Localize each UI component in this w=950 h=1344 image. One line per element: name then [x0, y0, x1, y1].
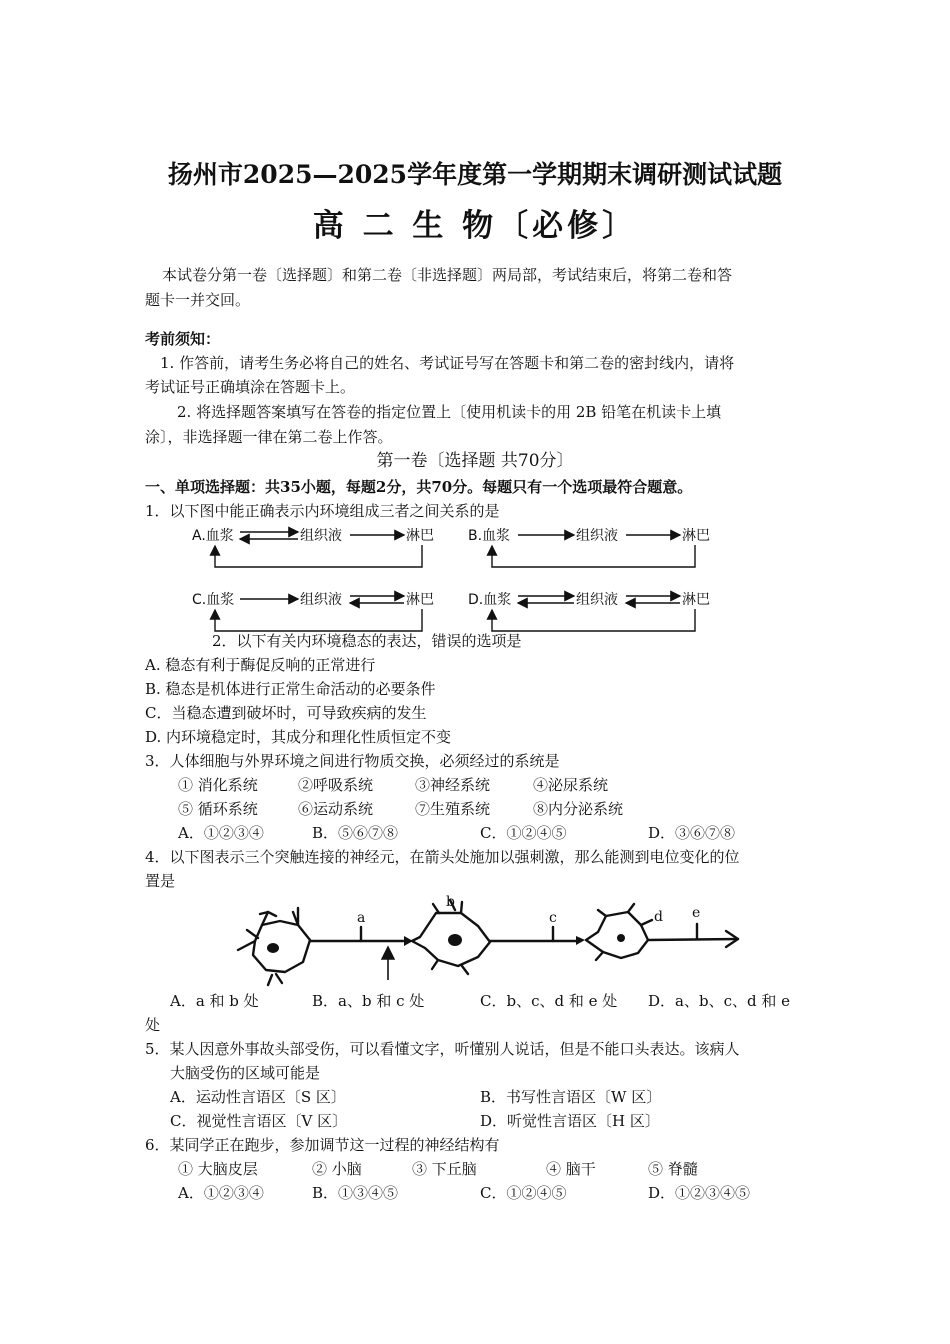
- q5-option-d: D．听觉性言语区〔H 区〕: [480, 1112, 660, 1130]
- q5-stem-2: 大脑受伤的区域可能是: [170, 1064, 321, 1082]
- exam-title: 扬州市2025—2025学年度第一学期期末调研测试试题: [167, 160, 783, 189]
- q2-option-a: A. 稳态有利于酶促反响的正常进行: [145, 656, 376, 674]
- q3-option-b: B．⑤⑥⑦⑧: [312, 824, 399, 842]
- q4-option-b: B．a、b 和 c 处: [312, 992, 425, 1010]
- q3-item-8: ⑧内分泌系统: [533, 800, 624, 818]
- exam-subtitle: 高 二 生 物〔必修〕: [312, 208, 638, 244]
- q3-option-c: C．①②④⑤: [480, 824, 567, 842]
- intro-line-1: 本试卷分第一卷〔选择题〕和第二卷〔非选择题〕两局部，考试结束后，将第二卷和答: [162, 266, 733, 284]
- q4-option-d: D．a、b、c、d 和 e: [648, 992, 790, 1010]
- q6-item-2: ② 小脑: [312, 1160, 362, 1178]
- q3-item-6: ⑥运动系统: [298, 800, 374, 818]
- notice-line-1: 1. 作答前，请考生务必将自己的姓名、考试证号写在答题卡和第二卷的密封线内，请将: [160, 354, 735, 372]
- q4-stem-2: 置是: [145, 872, 176, 890]
- q4-option-c: C．b、c、d 和 e 处: [480, 992, 618, 1010]
- q5-option-a: A．运动性言语区〔S 区〕: [170, 1088, 346, 1106]
- q6-item-3: ③ 下丘脑: [412, 1160, 477, 1178]
- q2-stem: 2．以下有关内环境稳态的表达，错误的选项是: [212, 632, 522, 650]
- q6-stem: 6．某同学正在跑步，参加调节这一过程的神经结构有: [145, 1136, 500, 1154]
- notice-line-2: 考试证号正确填涂在答题卡上。: [145, 378, 356, 396]
- neuron-label-a: a: [357, 910, 366, 926]
- diagram-c-tissue: 组织液: [300, 592, 342, 608]
- q3-item-5: ⑤ 循环系统: [178, 800, 258, 818]
- q2-option-d: D. 内环境稳定时，其成分和理化性质恒定不变: [145, 728, 452, 746]
- q5-option-c: C．视觉性言语区〔V 区〕: [170, 1112, 348, 1130]
- q6-item-5: ⑤ 脊髓: [648, 1160, 698, 1178]
- notice-line-3: 2. 将选择题答案填写在答卷的指定位置上〔使用机读卡的用 2B 铅笔在机读卡上填: [177, 403, 722, 421]
- neuron-label-b: b: [446, 894, 455, 910]
- q6-option-a: A．①②③④: [178, 1184, 264, 1202]
- diagram-a-tissue: 组织液: [300, 528, 342, 544]
- q2-option-c: C．当稳态遭到破坏时，可导致疾病的发生: [145, 704, 427, 722]
- q6-option-c: C．①②④⑤: [480, 1184, 567, 1202]
- q4-option-a: A．a 和 b 处: [170, 992, 259, 1010]
- notice-heading: 考前须知：: [145, 330, 221, 348]
- neuron-label-e: e: [692, 905, 701, 921]
- q3-item-7: ⑦生殖系统: [415, 800, 491, 818]
- notice-line-4: 涂〕，非选择题一律在第二卷上作答。: [145, 428, 393, 446]
- q5-option-b: B．书写性言语区〔W 区〕: [480, 1088, 662, 1106]
- part-heading: 一、单项选择题：共35小题，每题2分，共70分。每题只有一个选项最符合题意。: [145, 478, 693, 496]
- diagram-b-label: B.血浆: [468, 528, 511, 544]
- intro-line-2: 题卡一并交回。: [145, 291, 251, 309]
- q2-option-b: B. 稳态是机体进行正常生命活动的必要条件: [145, 680, 436, 698]
- diagram-c-lymph: 淋巴: [406, 592, 434, 608]
- neuron-label-d: d: [654, 909, 663, 925]
- q5-stem-1: 5．某人因意外事故头部受伤，可以看懂文字，听懂别人说话，但是不能口头表达。该病人: [145, 1040, 740, 1058]
- q3-item-4: ④泌尿系统: [533, 776, 609, 794]
- diagram-b-lymph: 淋巴: [682, 528, 710, 544]
- q3-option-a: A．①②③④: [178, 824, 264, 842]
- q3-stem: 3．人体细胞与外界环境之间进行物质交换，必须经过的系统是: [145, 752, 560, 770]
- diagram-a-label: A.血浆: [192, 528, 234, 544]
- q4-option-wrap: 处: [145, 1016, 161, 1034]
- q3-item-1: ① 消化系统: [178, 776, 258, 794]
- q6-item-1: ① 大脑皮层: [178, 1160, 258, 1178]
- neuron-label-c: c: [549, 910, 557, 926]
- diagram-a-lymph: 淋巴: [406, 528, 434, 544]
- diagram-d-label: D.血浆: [468, 592, 512, 608]
- diagram-b-tissue: 组织液: [576, 528, 618, 544]
- q3-option-d: D．③⑥⑦⑧: [648, 824, 736, 842]
- q3-item-3: ③神经系统: [415, 776, 491, 794]
- q6-option-b: B．①③④⑤: [312, 1184, 399, 1202]
- q6-option-d: D．①②③④⑤: [648, 1184, 751, 1202]
- diagram-d-tissue: 组织液: [576, 592, 618, 608]
- section-heading: 第一卷〔选择题 共70分〕: [376, 451, 574, 471]
- q6-item-4: ④ 脑干: [546, 1160, 596, 1178]
- diagram-d-lymph: 淋巴: [682, 592, 710, 608]
- q4-stem-1: 4．以下图表示三个突触连接的神经元，在箭头处施加以强刺激，那么能测到电位变化的位: [145, 848, 740, 866]
- diagram-c-label: C.血浆: [192, 592, 235, 608]
- q1-stem: 1．以下图中能正确表示内环境组成三者之间关系的是: [145, 502, 500, 520]
- q3-item-2: ②呼吸系统: [298, 776, 374, 794]
